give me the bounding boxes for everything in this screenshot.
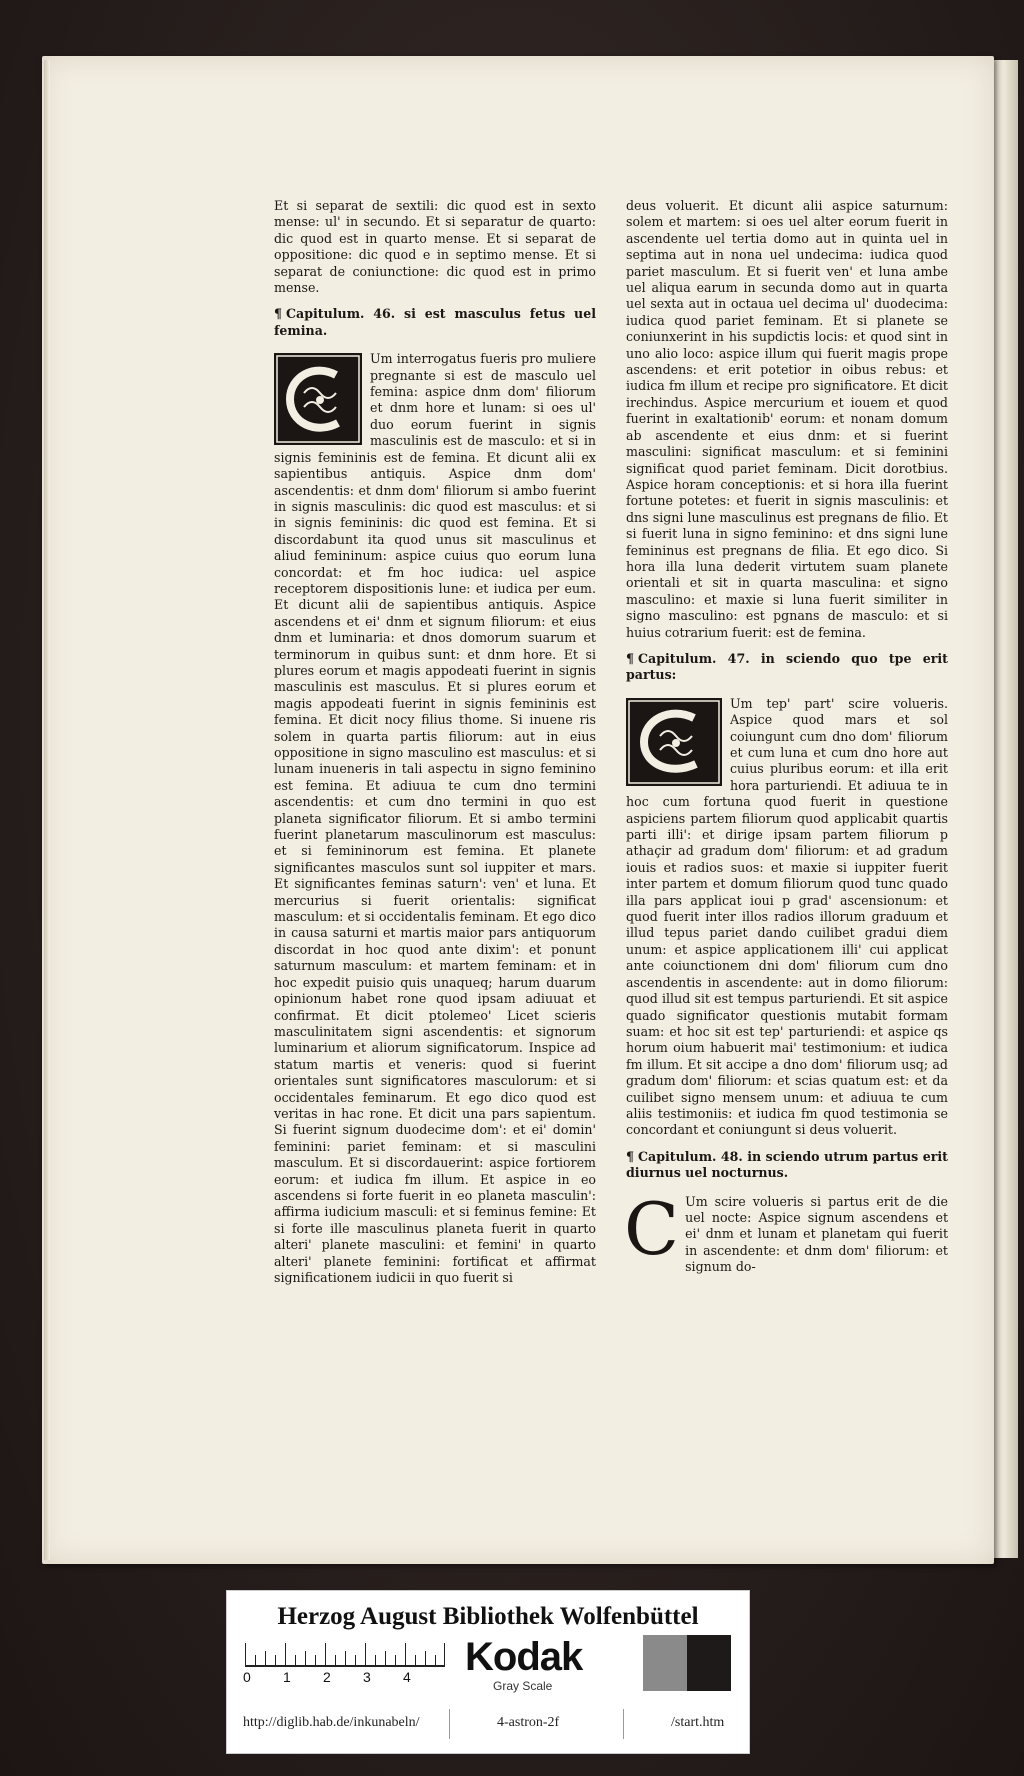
color-target-strip: Herzog August Bibliothek Wolfenbüttel 0 1 2 3 4 Kodak Gray Scale http://diglib.hab.de/inkunabeln/ 4-astron-2f /start.htm — [226, 1590, 750, 1754]
right-paragraph-3: Um scire volueris si partus erit de die uel nocte: Aspice signum ascendens et ei' dnm et lunam et planetam qui fuerit in ascendente: et dnm dom' filiorum: et signum do- — [685, 1193, 948, 1275]
start-page-link[interactable]: /start.htm — [671, 1715, 725, 1730]
decorated-initial-c-icon — [626, 698, 722, 786]
pilcrow-icon: ¶ — [626, 1148, 635, 1164]
library-name: Herzog August Bibliothek Wolfenbüttel — [277, 1603, 699, 1630]
decorated-initial-c-icon — [274, 353, 362, 445]
gray-patch-mid — [643, 1635, 687, 1691]
chapter-46-heading — [274, 306, 596, 339]
page-gutter — [44, 60, 50, 1560]
gray-patch-dark — [687, 1635, 731, 1691]
initial-c-icon: C — [624, 1186, 680, 1271]
chapter-46-title: Capitulum. 46. si est masculus fetus uel femina. — [274, 306, 596, 338]
right-paragraph-2: Um tep' part' scire volueris. Aspice quod mars et sol coiungunt cum dno dom' filiorum et cum luna et cum dno hore aut cuius pluribus eorum: et illa erit hora parturiendi. Et adiuua te in hoc cum fortuna quod fuerit in questione aspiciens partem filiorum quod applicabit quartis parti illi': et dirige ipsam partem filiorum p athaçir ad gradum dom' filiorum: et ad gradum iouis et radios suos: et maxie si iuppiter fuerit inter partem et domum filiorum quod tunc quado illa pars applicat ioui p grad' ascensionum: et quod fuerit inter illos radios illorum graduum et illud tepus pariet dando cuilibet gradui diem unum: et aspice applicationem illi' cui applicat ante coiunctionem dni dom' filiorum cum dno ascendentis in ascendente: aut in domo filiorum: quod illud sit est tempus parturiendi. Et sit aspice quado significator questionis mutabit formam suam: et hoc sit est tep' parturiendi: et aspice qs horum oium habuerit mai' testimonium: et iudica fm illum. Et sit accipe a dno dom' filiorum usq; ad gradum dom' filiorum: et scias quatum est: et da cuilibet signo mensem unum: et adiuua te cum aliis testimoniis: et iudica fm quod testimonia se concordant et coniungunt si deus voluerit. — [626, 695, 948, 1138]
pilcrow-icon: ¶ — [274, 306, 283, 322]
shelfmark-link[interactable]: 4-astron-2f — [497, 1715, 560, 1730]
scale-ruler — [245, 1643, 445, 1667]
url-base-link[interactable]: http://diglib.hab.de/inkunabeln/ — [243, 1715, 420, 1730]
left-paragraph-2: Um interrogatus fueris pro muliere pregnante si est de masculo uel femina: aspice dnm dom' filiorum et dnm hore et lunam: si oes ul' duo eorum fuerint in signis masculinis est de masculo: et si in signis femininis est de femina. Et dicunt alii ex sapientibus antiquis. Aspice dnm dom' ascendentis: et dnm dom' filiorum si ambo fuerint in signis masculinis: dic quod est masculus: et si in signis femininis: dic quod est femina. Et si discordabunt ita quod unus sit masculinus et aliud femininum: aspice cuius quo eorum luna concordat: et fm hoc iudica: uel aspice receptorem dispositionis lune: et iudica per eum. Et dicunt alii de sapientibus antiquis. Aspice ascendens et ei' dnm et signum filiorum: et eius dnm et luminaria: et dnos domorum suarum et terminorum in quibus sunt: et dnm hore. Et si plures eorum et magis appodeati fuerint in signis masculinis est masculus. Et si plures eorum et magis appodeati fuerint in signis femininis est femina. Et dicit nocy filius thome. Si inuene ris solem in quarta partis filiorum: aut in eius oppositione in signo masculino est masculus: et si lunam inueneris in tali aspectu in signo feminino est femina. Et adiuua te cum dno termini ascendentis: et cum dno termini in quo est planeta significator filiorum. Et si ambo termini fuerint planetarum masculinorum est masculus: et si femininorum est femina. Et planete significantes masculos sunt sol iuppiter et mars. Et significantes feminas saturn': ven' et luna. Et mercurius si fuerit orientalis: significat masculum: et si occidentalis feminam. Et ego dico in causa saturni et martis maior pars antiquorum discordat in hoc quod ante dixim': et ponunt saturnum masculum: et martem feminam: et in hoc expedit puisio quis unaqueq; harum duarum opinionum habet rone quod ipsam adiuuat et confirmat. Et dicit ptolemeo' Licet scieris masculinitatem signi ascendentis: et signorum luminarium et aliorum significatorum. Inspice ad statum martis et veneris: quod si fuerint orientales sunt significatores masculorum: et si occidentales feminarum. Et ego dico quod est veritas in hac rone. Et dicit una pars sapientum. Si fuerint signum duodecime dom': et ei' domin' feminini: pariet feminam: et si masculini masculum. Et si discordauerint: aspice fortiorem eorum: et iudica fm illum. Et aspice in eo ascendens si forte fuerit in eo planeta masculin': affirma iudicium masculi: et si feminus femine: Et si forte ille masculinus planeta fuerit in quarto alteri' planete masculini: et femini' in quarto alteri' planete feminini: fortificat et affirmat significationem iudicii in quo fuerit si — [274, 351, 596, 1285]
left-paragraph-1: Et si separat de sextili: dic quod est in sexto mense: ul' in secundo. Et si separatur de quarto: dic quod est in quarto mense. Et si separat de oppositione: dic quod e in septimo mense. Et si separat de coniunctione: dic quod est in primo mense. — [274, 198, 596, 296]
right-text-column — [626, 198, 948, 1286]
next-page-edge — [994, 60, 1018, 1558]
right-paragraph-1: deus voluerit. Et dicunt alii aspice saturnum: solem et martem: si oes uel alter eorum fuerit in ascendente uel tertia domo aut in quinta uel in septima aut in nona uel undecima: iudica quod pariet masculum. Et si fuerit ven' et luna ambe uel aliqua earum in secunda domo aut in quarta uel sexta aut in octaua uel decima ul' duodecima: iudica quod pariet feminam. Et si planete se coniunxerint in his supdictis locis: et quod sint in uno alio loco: aspice illum qui fuerit magis prope ascendens: et erit potetior in oibus rebus: et iudica fm illum et recipe pro significatore. Et dicit irechindus. Aspice mercurium et iouem et quod fuerint in exaltationib' eorum: et nonam domum ab ascendente et eius dnm: et si fuerint masculini: significat masculum: et si feminini significat quod pariet feminam. Dicit dorotbius. Aspice horam conceptionis: et si hora illa fuerint fortune potetes: et fuerit in signis masculinis: et dns signi lune masculinus est pregnans de filio. Et si fuerit luna in signo feminino: et dns signi lune femininus est pregnans de filia. Et ego dico. Si hora illa luna dederit virtutem suam planete orientali et sit in quarta masculina: et signo masculino: et maxie si luna fuerit similiter in signo masculino: est pgnans de masculo: et si huius cotrarium fuerit: est de femina. — [626, 198, 948, 640]
pilcrow-icon: ¶ — [626, 650, 635, 666]
chapter-48-title: Capitulum. 48. in sciendo utrum partus erit diurnus uel nocturnus. — [626, 1148, 948, 1181]
left-text-column — [274, 198, 596, 1296]
kodak-logo: Kodak — [465, 1635, 583, 1679]
chapter-47-title: Capitulum. 47. in sciendo quo tpe erit partus: — [626, 650, 948, 683]
gray-scale-label: Gray Scale — [493, 1679, 553, 1693]
chapter-47-heading — [626, 651, 948, 684]
chapter-48-heading — [626, 1149, 948, 1182]
